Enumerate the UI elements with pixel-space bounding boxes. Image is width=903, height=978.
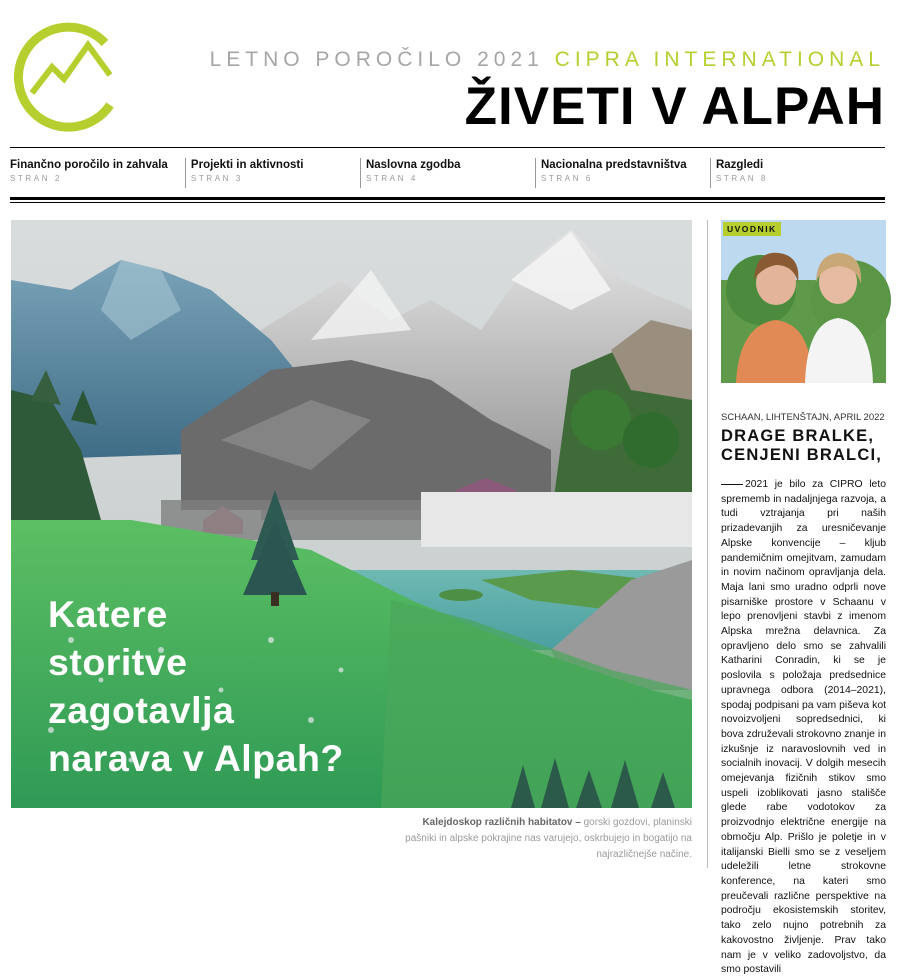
kicker-report-label: LETNO POROČILO 2021 [209, 48, 544, 71]
nav-item-cover-story[interactable] [360, 158, 535, 188]
contents-nav [10, 158, 885, 188]
nav-item-page: STRAN 2 [10, 174, 62, 183]
editorial-portrait-photo [721, 220, 886, 383]
nav-item-title: Finančno poročilo in zahvala [10, 159, 168, 171]
caption-lead: Kalejdoskop različnih habitatov – [422, 817, 581, 828]
caption-text: gorski gozdovi, planinski pašniki in alpske pokrajine nas varujejo, oskrbujejo in bogatijo na najrazličnejše načine. [405, 817, 692, 860]
nav-item-title: Nacionalna predstavništva [540, 159, 687, 171]
editorial-dateline: SCHAAN, LIHTENŠTAJN, APRIL 2022 [721, 412, 885, 423]
kicker-organization: CIPRA INTERNATIONAL [554, 48, 885, 71]
hero-collage-image [11, 220, 692, 808]
nav-item-page: STRAN 6 [540, 174, 593, 183]
nav-item-national-representations[interactable] [535, 158, 710, 188]
nav-divider [10, 197, 885, 203]
editorial-body-text: 2021 je bilo za CIPRO leto sprememb in nadaljnjega razvoja, a tudi vztrajanja pri naših prizadevanjih za uresničevanje Alpske konvencije – kljub pandemičnim omejitvam, zamudam in novim načinom opravljanja dela. Maja lani smo uradno odprli nove pisarniške prostore v Schaanu v lepo prenovljeni stavbi z imenom Alpska mrežna delavnica. Za opravljeno delo smo se zahvalili Katharini Conradin, ki se je poslovila s položaja predsednice upravnega odbora (2014–2021), spodaj podpisani pa vam piševa kot novoizvoljeni sopredsednici, ki bova združevali strokovno znanje in izkušnje iz naravoslovnih ved in socialnih inovacij. V dolgih mesecih omejevanja fizičnih stikov smo uspeli izoblikovati jasno stališče glede rabe vodotokov za proizvodnjo električne energije na območju Alp. Prišlo je poletje in v italijanski Bielli smo se z veseljem udeležili letne strokovne konference, na kateri smo preučevali različne perspektive na področju ekosistemskih storitev, tako zelo nujno potrebnih za kakovostno življenje. Prav tako nam je v veliko zadovoljstvo, da smo postavili [721, 479, 886, 976]
portrait-illustration [721, 220, 886, 383]
editorial-greeting [721, 427, 882, 465]
editorial-body [721, 478, 886, 976]
hero-headline-line: zagotavlja [48, 689, 235, 731]
nav-item-views[interactable] [710, 158, 885, 188]
nav-item-financial-report[interactable] [10, 158, 185, 188]
hero-headline [48, 590, 344, 782]
nav-item-page: STRAN 4 [365, 174, 418, 183]
hero-headline-line: storitve [48, 641, 188, 683]
hero-caption [392, 815, 692, 863]
hero-headline-line: Katere [48, 593, 168, 635]
lead-dash [721, 484, 743, 485]
nav-item-title: Naslovna zgodba [365, 159, 461, 171]
nav-item-title: Projekti in aktivnosti [190, 159, 304, 171]
nav-item-page: STRAN 3 [190, 174, 243, 183]
publication-title: ŽIVETI V ALPAH [464, 77, 885, 136]
cipra-logo-icon [10, 15, 128, 133]
nav-item-page: STRAN 8 [715, 174, 768, 183]
nav-item-title: Razgledi [715, 159, 764, 171]
greeting-line: DRAGE BRALKE, [721, 427, 875, 445]
report-kicker [210, 48, 885, 72]
column-divider [707, 220, 708, 868]
editorial-badge: UVODNIK [723, 222, 781, 236]
hero-headline-line: narava v Alpah? [48, 737, 344, 779]
greeting-line: CENJENI BRALCI, [721, 446, 883, 464]
nav-item-projects[interactable] [185, 158, 360, 188]
header-divider [10, 147, 885, 148]
